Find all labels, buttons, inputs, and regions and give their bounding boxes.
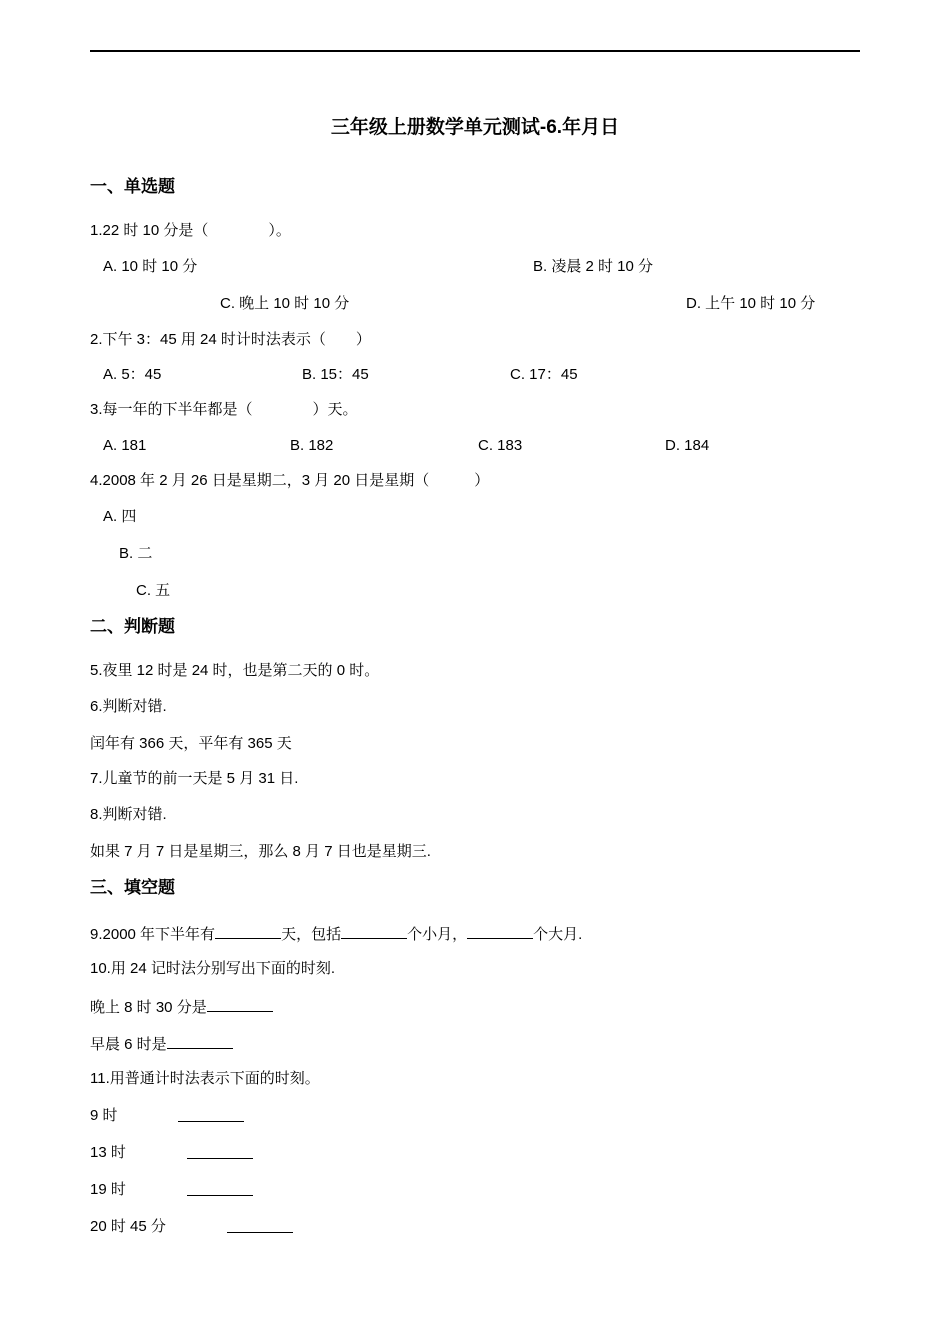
page-title: 三年级上册数学单元测试-6.年月日 (330, 117, 620, 138)
question-4-stem: 4.2008 年 2 月 26 日是星期二，3 月 20 日是星期（ ） (90, 472, 490, 489)
question-10-a (90, 997, 273, 1017)
question-10-b-label: 早晨 6 时是 (90, 1036, 167, 1053)
section-heading-true-false: 二、判断题 (90, 617, 175, 636)
answer-blank[interactable] (467, 924, 533, 939)
question-3-option-c: C. 183 (478, 437, 523, 454)
question-1-option-c: C. 晚上 10 时 10 分 (220, 295, 350, 312)
question-1-option-d: D. 上午 10 时 10 分 (686, 295, 816, 312)
question-3-option-a: A. 181 (103, 437, 147, 454)
header-rule (90, 50, 860, 52)
answer-blank[interactable] (341, 924, 407, 939)
question-10-stem: 10.用 24 记时法分别写出下面的时刻. (90, 960, 336, 977)
question-6-stem: 6.判断对错. (90, 698, 167, 715)
question-3-stem: 3.每一年的下半年都是（ ）天。 (90, 401, 358, 418)
answer-blank[interactable] (187, 1181, 253, 1201)
question-3-option-d: D. 184 (665, 437, 710, 454)
question-5-stem: 5.夜里 12 时是 24 时，也是第二天的 0 时。 (90, 662, 380, 679)
question-3-option-b: B. 182 (290, 437, 334, 454)
question-1-stem: 1.22 时 10 分是（ ）。 (90, 222, 291, 239)
answer-blank[interactable] (227, 1218, 293, 1238)
question-8-stem: 8.判断对错. (90, 806, 167, 823)
question-1-option-a: A. 10 时 10 分 (103, 258, 198, 275)
question-9-part2: 天，包括 (281, 926, 342, 943)
question-9-part4: 个大月. (533, 926, 583, 943)
question-1-option-b: B. 凌晨 2 时 10 分 (533, 258, 654, 275)
question-2-option-b: B. 15：45 (302, 366, 369, 383)
question-10-a-label: 晚上 8 时 30 分是 (90, 999, 207, 1016)
answer-blank[interactable] (187, 1144, 253, 1164)
question-4-option-c: C. 五 (136, 582, 171, 599)
question-11-stem: 11.用普通计时法表示下面的时刻。 (90, 1070, 320, 1087)
answer-blank[interactable] (178, 1107, 244, 1127)
question-4-option-b: B. 二 (119, 545, 153, 562)
question-7-stem: 7.儿童节的前一天是 5 月 31 日. (90, 770, 299, 787)
section-heading-fill-blank: 三、填空题 (90, 878, 175, 897)
question-11-item-label: 9 时 (90, 1107, 118, 1124)
question-11-item-label: 19 时 (90, 1181, 126, 1198)
question-11-item-label: 20 时 45 分 (90, 1218, 166, 1235)
answer-blank[interactable] (215, 924, 281, 939)
question-2-option-c: C. 17：45 (510, 366, 578, 383)
question-8-text: 如果 7 月 7 日是星期三，那么 8 月 7 日也是星期三. (90, 843, 431, 860)
question-10-b (90, 1034, 233, 1054)
answer-blank[interactable] (167, 1034, 233, 1049)
question-9 (90, 924, 582, 944)
question-2-option-a: A. 5：45 (103, 366, 162, 383)
answer-blank[interactable] (207, 997, 273, 1012)
question-9-part3: 个小月， (407, 926, 468, 943)
question-6-text: 闰年有 366 天，平年有 365 天 (90, 735, 292, 752)
section-heading-single-choice: 一、单选题 (90, 177, 175, 196)
question-11-item-label: 13 时 (90, 1144, 126, 1161)
question-4-option-a: A. 四 (103, 508, 137, 525)
question-9-part1: 9.2000 年下半年有 (90, 926, 216, 943)
question-2-stem: 2.下午 3：45 用 24 时计时法表示（ ） (90, 331, 371, 348)
